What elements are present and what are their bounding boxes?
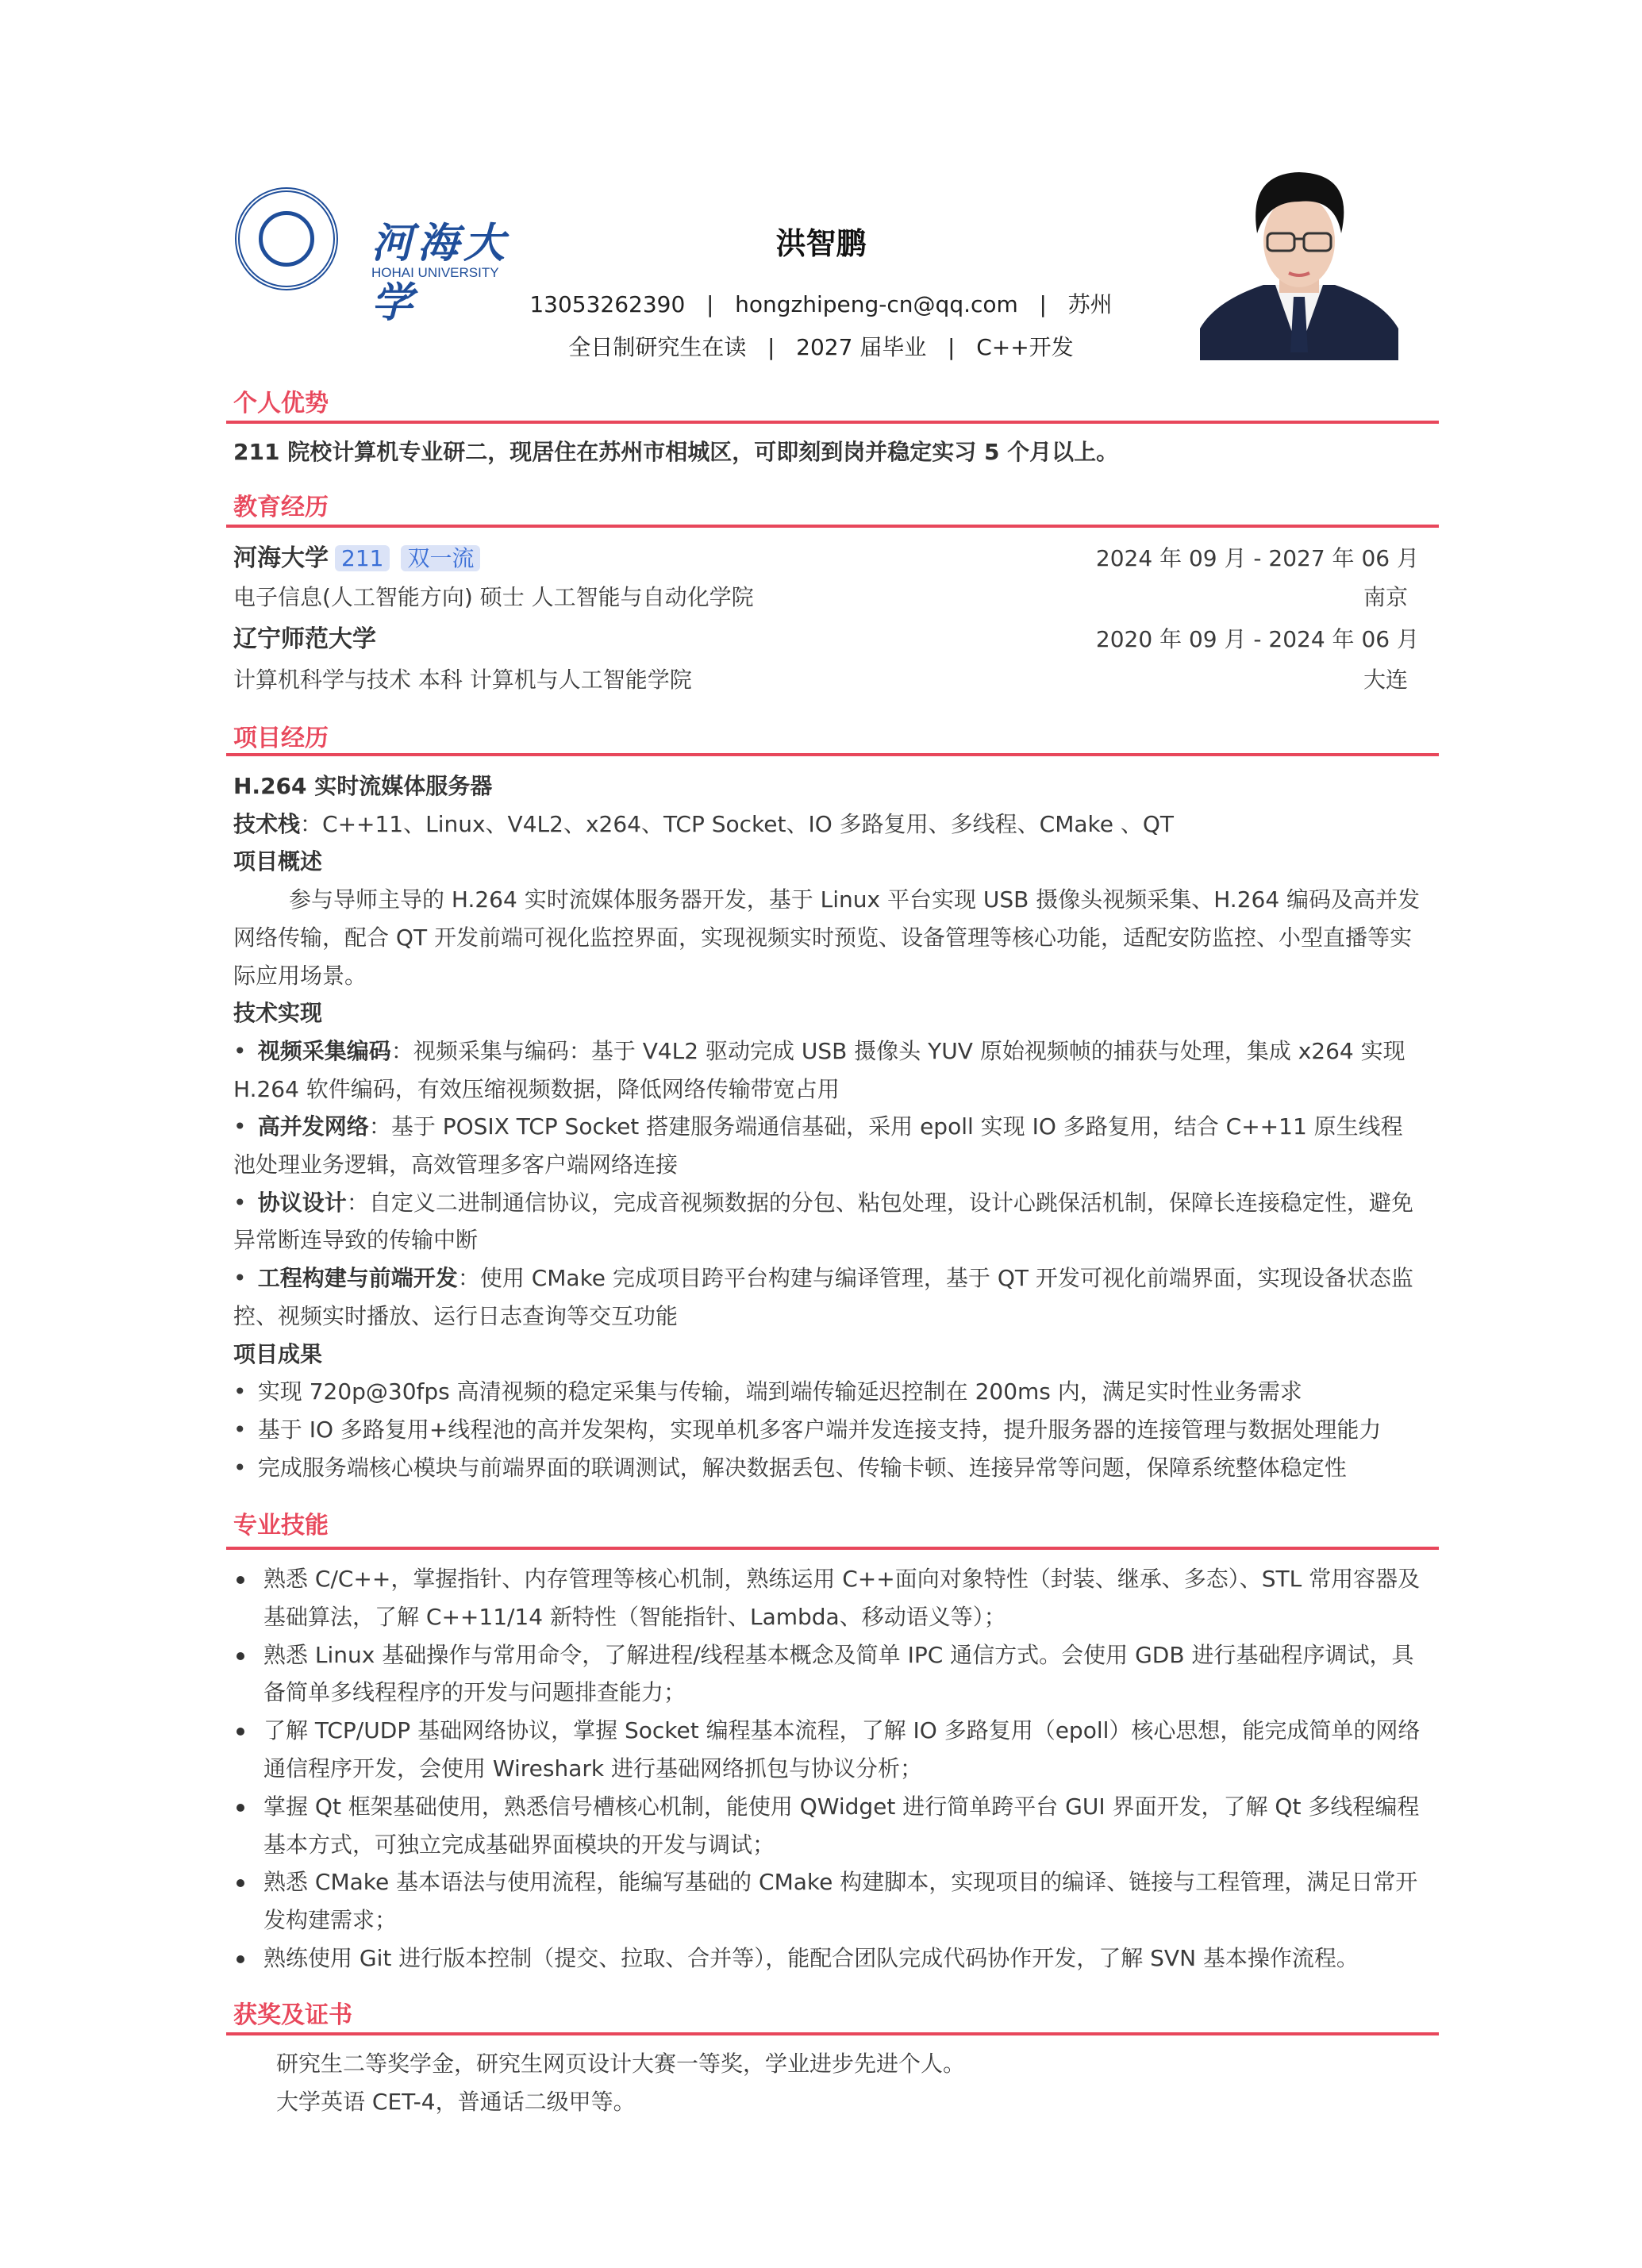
section-divider [226, 753, 1439, 756]
impl-key: 协议设计 [257, 1189, 347, 1216]
education-city: 大连 [1363, 667, 1408, 693]
stack-label: 技术栈 [233, 810, 301, 837]
result-text: 完成服务端核心模块与前端界面的联调测试，解决数据丢包、传输卡顿、连接异常等问题，保障系统整体稳定性 [257, 1454, 1347, 1481]
impl-value: ：使用 CMake 完成项目跨平台构建与编译管理，基于 QT 开发可视化前端界面，实现设备状态监控、视频实时播放、运行日志查询等交互功能 [233, 1265, 1413, 1329]
tag-double-first-class: 双一流 [401, 545, 480, 571]
impl-item: • 工程构建与前端开发：使用 CMake 完成项目跨平台构建与编译管理，基于 QT 开发可视化前端界面，实现设备状态监控、视频实时播放、运行日志查询等交互功能 [233, 1265, 1413, 1329]
email[interactable]: hongzhipeng-cn@qq.com [735, 291, 1018, 317]
graduation: 2027 届毕业 [796, 334, 927, 360]
section-title-awards: 获奖及证书 [233, 2001, 352, 2029]
advantage-text: 211 院校计算机专业研二，现居住在苏州市相城区，可即刻到岗并稳定实习 5 个月以上。 [233, 439, 1119, 465]
impl-item: • 协议设计：自定义二进制通信协议，完成音视频数据的分包、粘包处理，设计心跳保活机制，保障长连接稳定性，避免异常断连导致的传输中断 [233, 1189, 1413, 1254]
skill-item: 了解 TCP/UDP 基础网络协议，掌握 Socket 编程基本流程，了解 IO 多路复用（epoll）核心思想，能完成简单的网络通信程序开发，会使用 Wireshark 进行基础网络抓包与协议分析； [233, 1712, 1424, 1788]
section-title-project: 项目经历 [233, 725, 329, 752]
impl-item: • 视频采集编码：视频采集与编码：基于 V4L2 驱动完成 USB 摄像头 YUV 原始视频帧的捕获与处理，集成 x264 实现 H.264 软件编码，有效压缩视频数据，降低网络传输带宽占用 [233, 1037, 1406, 1102]
education-detail: 电子信息(人工智能方向) 硕士 人工智能与自动化学院 [233, 584, 754, 610]
candidate-name: 洪智鹏 [775, 226, 867, 261]
skill-item: 熟悉 CMake 基本语法与使用流程，能编写基础的 CMake 构建脚本，实现项目的编译、链接与工程管理，满足日常开发构建需求； [233, 1863, 1424, 1939]
result-text: 实现 720p@30fps 高清视频的稳定采集与传输，端到端传输延迟控制在 200ms 内，满足实时性业务需求 [257, 1378, 1302, 1405]
education-detail-row [233, 661, 1419, 699]
study-status: 全日制研究生在读 [568, 334, 747, 360]
city: 苏州 [1067, 291, 1113, 317]
project-overview: 参与导师主导的 H.264 实时流媒体服务器开发，基于 Linux 平台实现 USB 摄像头视频采集、H.264 编码及高并发网络传输，配合 QT 开发前端可视化监控界面，实现视频实时预览、设备管理等核心功能，适配安防监控、小型直播等实际应用场景。 [233, 886, 1421, 989]
skill-item: 熟悉 Linux 基础操作与常用命令，了解进程/线程基本概念及简单 IPC 通信方式。会使用 GDB 进行基础程序调试，具备简单多线程程序的开发与问题排查能力； [233, 1636, 1424, 1713]
section-divider [226, 525, 1439, 528]
skill-item: 掌握 Qt 框架基础使用，熟悉信号槽核心机制，能使用 QWidget 进行简单跨平台 GUI 界面开发，了解 Qt 多线程编程基本方式，可独立完成基础界面模块的开发与调试； [233, 1788, 1424, 1864]
separator: | [1039, 291, 1047, 317]
separator: | [948, 334, 956, 360]
result-label: 项目成果 [233, 1340, 323, 1367]
skill-item: 熟悉 C/C++，掌握指针、内存管理等核心机制，熟练运用 C++面向对象特性（封装、继承、多态）、STL 常用容器及基础算法，了解 C++11/14 新特性（智能指针、Lambda、移动语义等）； [233, 1560, 1424, 1636]
project-block [233, 767, 1424, 1486]
award-item: 研究生二等奖学金，研究生网页设计大赛一等奖，学业进步先进个人。 [276, 2051, 966, 2077]
education-detail: 计算机科学与技术 本科 计算机与人工智能学院 [233, 667, 692, 693]
impl-value: ：自定义二进制通信协议，完成音视频数据的分包、粘包处理，设计心跳保活机制，保障长连接稳定性，避免异常断连导致的传输中断 [233, 1189, 1413, 1254]
result-text: 基于 IO 多路复用+线程池的高并发架构，实现单机多客户端并发连接支持，提升服务器的连接管理与数据处理能力 [257, 1416, 1382, 1443]
education-item [233, 621, 1419, 659]
section-title-education: 教育经历 [233, 494, 329, 521]
impl-value: ：视频采集与编码：基于 V4L2 驱动完成 USB 摄像头 YUV 原始视频帧的捕获与处理，集成 x264 实现 H.264 软件编码，有效压缩视频数据，降低网络传输带宽占用 [233, 1037, 1406, 1102]
education-city: 南京 [1363, 584, 1408, 610]
skills-list [233, 1560, 1424, 1978]
impl-key: 视频采集编码 [257, 1037, 391, 1064]
section-title-skills: 专业技能 [233, 1512, 329, 1540]
education-date: 2024 年 09 月 - 2027 年 06 月 [1095, 545, 1419, 571]
school-name: 辽宁师范大学 [233, 625, 376, 653]
education-detail-row [233, 579, 1419, 617]
tag-211: 211 [335, 545, 390, 571]
section-divider [226, 2032, 1439, 2035]
section-divider [226, 1547, 1439, 1550]
impl-value: ：基于 POSIX TCP Socket 搭建服务端通信基础，采用 epoll 实现 IO 多路复用，结合 C++11 原生线程池处理业务逻辑，高效管理多客户端网络连接 [233, 1113, 1403, 1178]
phone: 13053262390 [529, 291, 686, 317]
impl-label: 技术实现 [233, 1000, 323, 1027]
result-item: • 基于 IO 多路复用+线程池的高并发架构，实现单机多客户端并发连接支持，提升服务器的连接管理与数据处理能力 [233, 1416, 1382, 1443]
project-name: H.264 实时流媒体服务器 [233, 773, 493, 799]
education-item [233, 540, 1419, 578]
impl-key: 工程构建与前端开发 [257, 1265, 458, 1292]
separator: | [706, 291, 714, 317]
logo-en: HOHAI UNIVERSITY [371, 265, 499, 280]
skill-item: 熟练使用 Git 进行版本控制（提交、拉取、合并等），能配合团队完成代码协作开发，了解 SVN 基本操作流程。 [233, 1939, 1424, 1978]
profile-photo [1200, 166, 1398, 360]
award-item: 大学英语 CET-4，普通话二级甲等。 [276, 2089, 636, 2115]
school-name: 河海大学 [233, 544, 329, 572]
logo-cn: 河海大学 [371, 219, 510, 327]
section-title-advantage: 个人优势 [233, 390, 329, 417]
result-item: • 完成服务端核心模块与前端界面的联调测试，解决数据丢包、传输卡顿、连接异常等问题，保障系统整体稳定性 [233, 1454, 1347, 1481]
result-item: • 实现 720p@30fps 高清视频的稳定采集与传输，端到端传输延迟控制在 200ms 内，满足实时性业务需求 [233, 1378, 1302, 1405]
section-divider [226, 421, 1439, 424]
impl-item: • 高并发网络：基于 POSIX TCP Socket 搭建服务端通信基础，采用 epoll 实现 IO 多路复用，结合 C++11 原生线程池处理业务逻辑，高效管理多客户端网络连接 [233, 1113, 1403, 1178]
stack-value: ：C++11、Linux、V4L2、x264、TCP Socket、IO 多路复用、多线程、CMake 、QT [300, 810, 1175, 837]
project-stack [233, 805, 1424, 844]
separator: | [767, 334, 775, 360]
impl-key: 高并发网络 [257, 1113, 369, 1140]
job-target: C++开发 [976, 334, 1074, 360]
education-date: 2020 年 09 月 - 2024 年 06 月 [1095, 626, 1419, 652]
overview-label: 项目概述 [233, 848, 323, 875]
